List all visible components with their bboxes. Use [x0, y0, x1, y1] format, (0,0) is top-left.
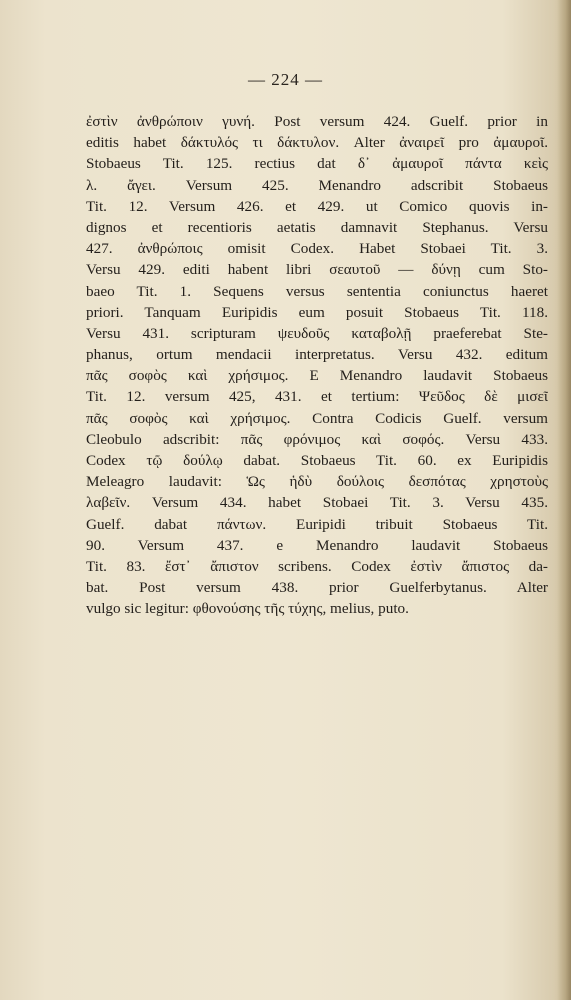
page-number: — 224 —	[248, 70, 323, 89]
text-line: πᾶς σοφὸς καὶ χρήσιμος. E Menandro laudavit Stobaeus	[86, 367, 548, 385]
text-line: phanus, ortum mendacii interpretatus. Versu 432. editum	[86, 346, 548, 364]
text-line: dignos et recentioris aetatis damnavit Stephanus. Versu	[86, 218, 548, 236]
text-line: vulgo sic legitur: φθονούσης τῆς τύχης, melius, puto.	[86, 600, 409, 618]
text-line: Cleobulo adscribit: πᾶς φρόνιμος καὶ σοφός. Versu 433.	[86, 430, 548, 448]
text-line: 90. Versum 437. e Menandro laudavit Stobaeus	[86, 536, 548, 554]
text-line: editis habet δάκτυλός τι δάκτυλον. Alter ἀναιρεῖ pro ἀμαυροῖ.	[86, 134, 548, 152]
text-line: Tit. 12. Versum 426. et 429. ut Comico quovis in-	[86, 197, 548, 215]
text-line: Guelf. dabat πάντων. Euripidi tribuit Stobaeus Tit.	[86, 515, 548, 533]
text-line: Versu 429. editi habent libri σεαυτοῦ — δύνῃ cum Sto-	[86, 261, 548, 279]
text-line: λ. ἄγει. Versum 425. Menandro adscribit Stobaeus	[86, 176, 548, 194]
page-edge-shadow	[557, 0, 571, 1000]
text-line: πᾶς σοφὸς καὶ χρήσιμος. Contra Codicis Guelf. versum	[86, 409, 548, 427]
commentary-text	[86, 111, 548, 620]
text-line: 427. ἀνθρώποις omisit Codex. Habet Stobaei Tit. 3.	[86, 240, 548, 258]
text-line: priori. Tanquam Euripidis eum posuit Stobaeus Tit. 118.	[86, 303, 548, 321]
text-line: Meleagro laudavit: Ὡς ἡδὺ δούλοις δεσπότας χρηστοὺς	[86, 473, 548, 491]
text-line: ἐστὶν ἀνθρώποιν γυνή. Post versum 424. Guelf. prior in	[86, 113, 548, 130]
text-line: Codex τῷ δούλῳ dabat. Stobaeus Tit. 60. ex Euripidis	[86, 452, 548, 469]
text-line: Tit. 12. versum 425, 431. et tertium: Ψεῦδος δὲ μισεῖ	[86, 388, 548, 406]
text-line: baeo Tit. 1. Sequens versus sententia coniunctus haeret	[86, 282, 548, 300]
text-line: Stobaeus Tit. 125. rectius dat δ᾽ ἀμαυροῖ πάντα κεὶς	[86, 155, 548, 173]
text-line: λαβεῖν. Versum 434. habet Stobaei Tit. 3. Versu 435.	[86, 494, 548, 512]
text-line: Tit. 83. ἔστ᾽ ἄπιστον scribens. Codex ἐστὶν ἄπιστος da-	[86, 557, 548, 575]
text-line: bat. Post versum 438. prior Guelferbytanus. Alter	[86, 579, 548, 597]
text-line: Versu 431. scripturam ψευδοῦς καταβολῇ praeferebat Ste-	[86, 324, 548, 342]
